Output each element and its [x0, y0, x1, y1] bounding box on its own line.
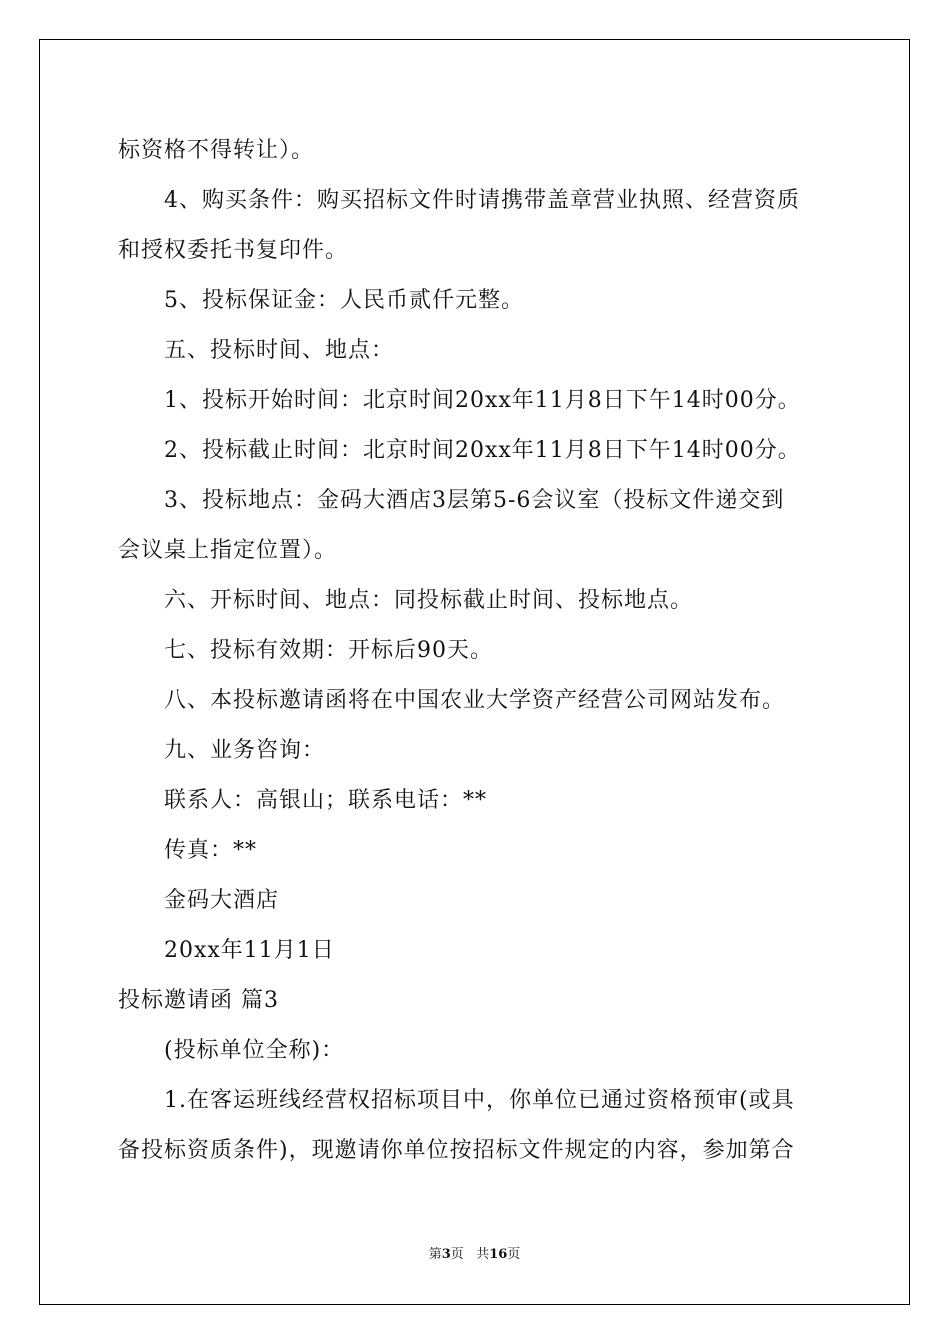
section-heading: 八、本投标邀请函将在中国农业大学资产经营公司网站发布。 [164, 688, 786, 713]
text-line: 标资格不得转让）。 [118, 138, 315, 163]
total-suffix: 页 [507, 1247, 521, 1262]
signature-org: 金码大酒店 [164, 888, 280, 913]
text-line: 1、投标开始时间：北京时间20xx年11月8日下午14时00分。 [164, 388, 801, 413]
text-line: 3、投标地点：金码大酒店3层第5-6会议室（投标文件递交到 [164, 488, 785, 513]
text-line: 1.在客运班线经营权招标项目中，你单位已通过资格预审(或具 [164, 1088, 795, 1113]
page-number: 3 [441, 1247, 451, 1262]
text-line: 5、投标保证金：人民币贰仟元整。 [164, 288, 524, 313]
text-line: 4、购买条件：购买招标文件时请携带盖章营业执照、经营资质 [164, 188, 800, 213]
page-footer [40, 1247, 909, 1263]
document-page [39, 39, 910, 1305]
total-prefix: 共 [476, 1247, 490, 1262]
section-heading: 六、开标时间、地点：同投标截止时间、投标地点。 [164, 588, 694, 613]
article-title: 投标邀请函 篇3 [118, 988, 279, 1013]
signature-date: 20xx年11月1日 [164, 938, 335, 963]
page-prefix: 第 [428, 1247, 442, 1262]
fax-line: 传真：** [164, 838, 258, 863]
text-line: 会议桌上指定位置）。 [118, 538, 338, 563]
section-heading: 五、投标时间、地点： [164, 338, 395, 363]
salutation: (投标单位全称)： [164, 1038, 345, 1063]
page-suffix: 页 [450, 1247, 464, 1262]
text-line: 和授权委托书复印件。 [118, 238, 349, 263]
text-line: 2、投标截止时间：北京时间20xx年11月8日下午14时00分。 [164, 438, 801, 463]
contact-line: 联系人：高银山；联系电话：** [164, 788, 488, 813]
page-content [40, 40, 909, 1304]
total-pages: 16 [489, 1247, 508, 1262]
section-heading: 七、投标有效期：开标后90天。 [164, 638, 493, 663]
text-line: 备投标资质条件)，现邀请你单位按招标文件规定的内容，参加第合 [118, 1138, 795, 1163]
section-heading: 九、业务咨询： [164, 738, 326, 763]
